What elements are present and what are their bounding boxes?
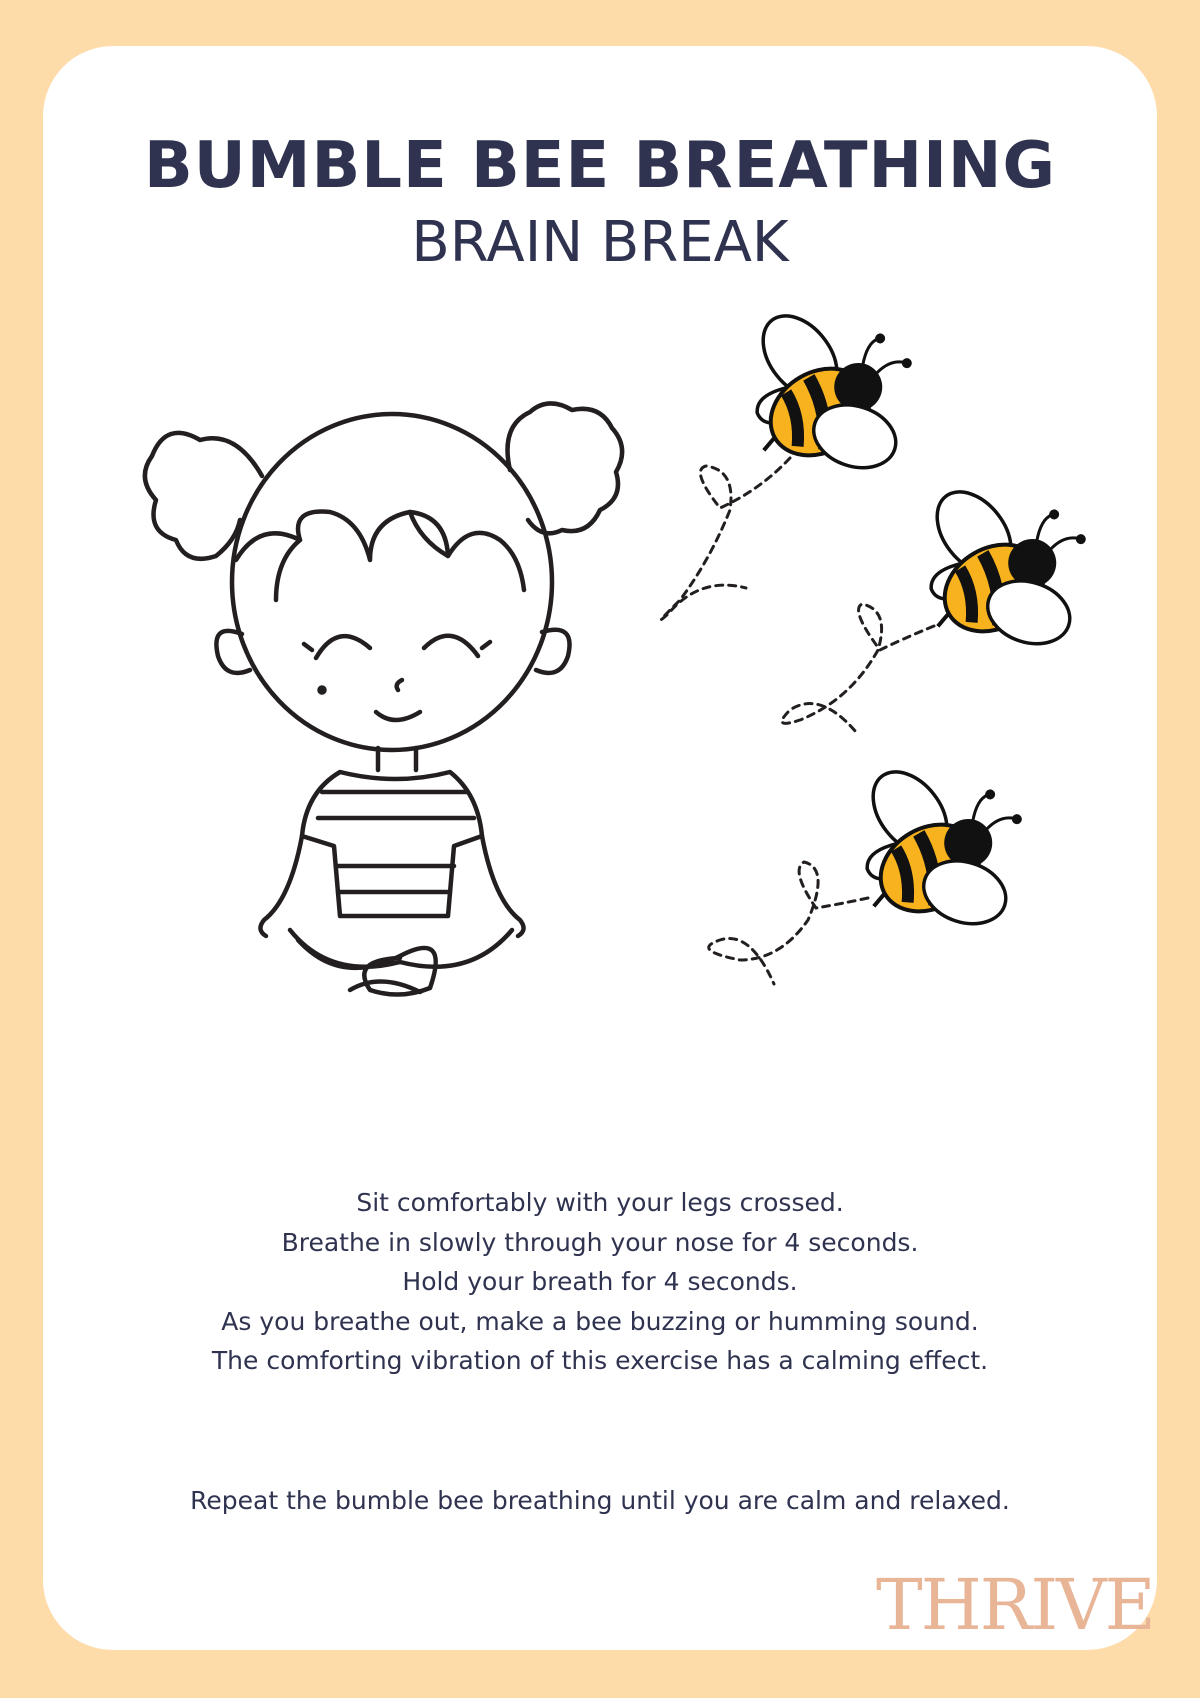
repeat-note: Repeat the bumble bee breathing until you are calm and relaxed.	[190, 1486, 1010, 1515]
instruction-line: As you breathe out, make a bee buzzing or humming sound.	[221, 1306, 979, 1336]
instruction-line: The comforting vibration of this exercise has a calming effect.	[211, 1346, 989, 1375]
instruction-line: Sit comfortably with your legs crossed.	[356, 1188, 844, 1217]
page-subtitle: BRAIN BREAK	[411, 210, 789, 275]
brand-logo: THRIVE	[876, 1564, 1154, 1646]
instructions	[0, 1183, 1200, 1381]
instruction-line: Hold your breath for 4 seconds.	[402, 1267, 798, 1296]
page-title: BUMBLE BEE BREATHING	[144, 129, 1056, 203]
card	[43, 46, 1157, 1650]
instruction-line: Breathe in slowly through your nose for 4 seconds.	[281, 1227, 919, 1257]
